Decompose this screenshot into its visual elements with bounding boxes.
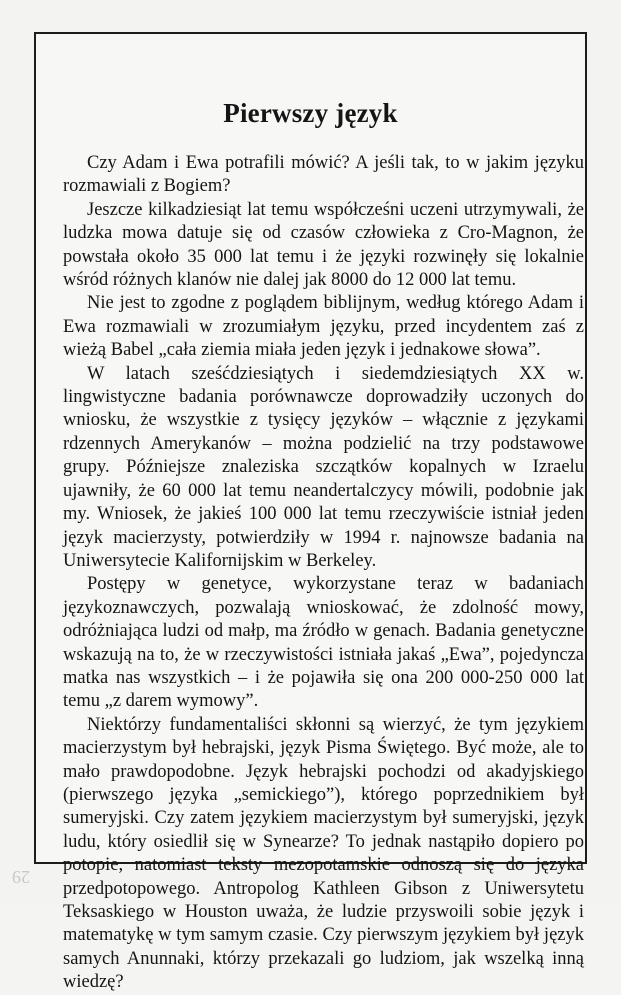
paragraph-2: Jeszcze kilkadziesiąt lat temu współcześni uczeni utrzymywali, że ludzka mowa datuje się od czasów człowieka z Cro-Magnon, że powstała około 35 000 lat temu i że języki rozwinęły się lokalnie wśród różnych klanów nie dalej jak 8000 do 12 000 lat temu. [63,199,584,291]
body-text [63,152,584,995]
paragraph-1: Czy Adam i Ewa potrafili mówić? A jeśli tak, to w jakim języku rozmawiali z Bogiem? [63,153,584,197]
paragraph-5: Postępy w genetyce, wykorzystane teraz w badaniach językoznawczych, pozwalają wnioskować, że zdolność mowy, odróżniająca ludzi od małp, ma źródło w genach. Badania genetyczne wskazują na to, że w rzeczywistości istniała jakaś „Ewa”, pojedyncza matka nas wszystkich – i że pojawiła się ona 200 000-250 000 lat temu „z darem wymowy”. [63,574,584,712]
paragraph-6: Niektórzy fundamentaliści skłonni są wierzyć, że tym językiem macierzystym był hebrajski, język Pisma Świętego. Być może, ale to mało prawdopodobne. Język hebrajski pochodzi od akadyjskiego (pierwszego języka „semickiego”), którego poprzednikiem był sumeryjski. Czy zatem językiem macierzystym był sumeryjski, język ludu, który osiedlił się w Synearze? To jednak nastąpiło dopiero po potopie, natomiast teksty mezopotamskie odnoszą się do języka przedpotopowego. Antropolog Kathleen Gibson z Uniwersytetu Teksaskiego w Houston uważa, że ludzie przyswoili sobie język i matematykę w tym samym czasie. Czy pierwszym językiem był język samych Anunnaki, którzy przekazali go ludziom, jak wszelką inną wiedzę? [63,714,584,993]
paragraph-3: Nie jest to zgodne z poglądem biblijnym, według którego Adam i Ewa rozmawiali w zrozumiałym języku, przed incydentem zaś z wieżą Babel „cała ziemia miała jeden język i jednakowe słowa”. [63,293,584,361]
chapter-title: Pierwszy język [223,98,398,129]
page-number: 29 [12,867,30,887]
paragraph-4: W latach sześćdziesiątych i siedemdziesiątych XX w. lingwistyczne badania porównawcze doprowadziły uczonych do wniosku, że wszystkie z tysięcy języków – włącznie z językami rdzennych Amerykanów – można podzielić na trzy podstawowe grupy. Późniejsze znaleziska szczątków kopalnych w Izraelu ujawniły, że 60 000 lat temu neandertalczycy mówili, podobnie jak my. Wniosek, że jakieś 100 000 lat temu rzeczywiście istniał jeden język macierzysty, potwierdziły w 1994 r. najnowsze badania na Uniwersytecie Kalifornijskim w Berkeley. [63,363,584,571]
